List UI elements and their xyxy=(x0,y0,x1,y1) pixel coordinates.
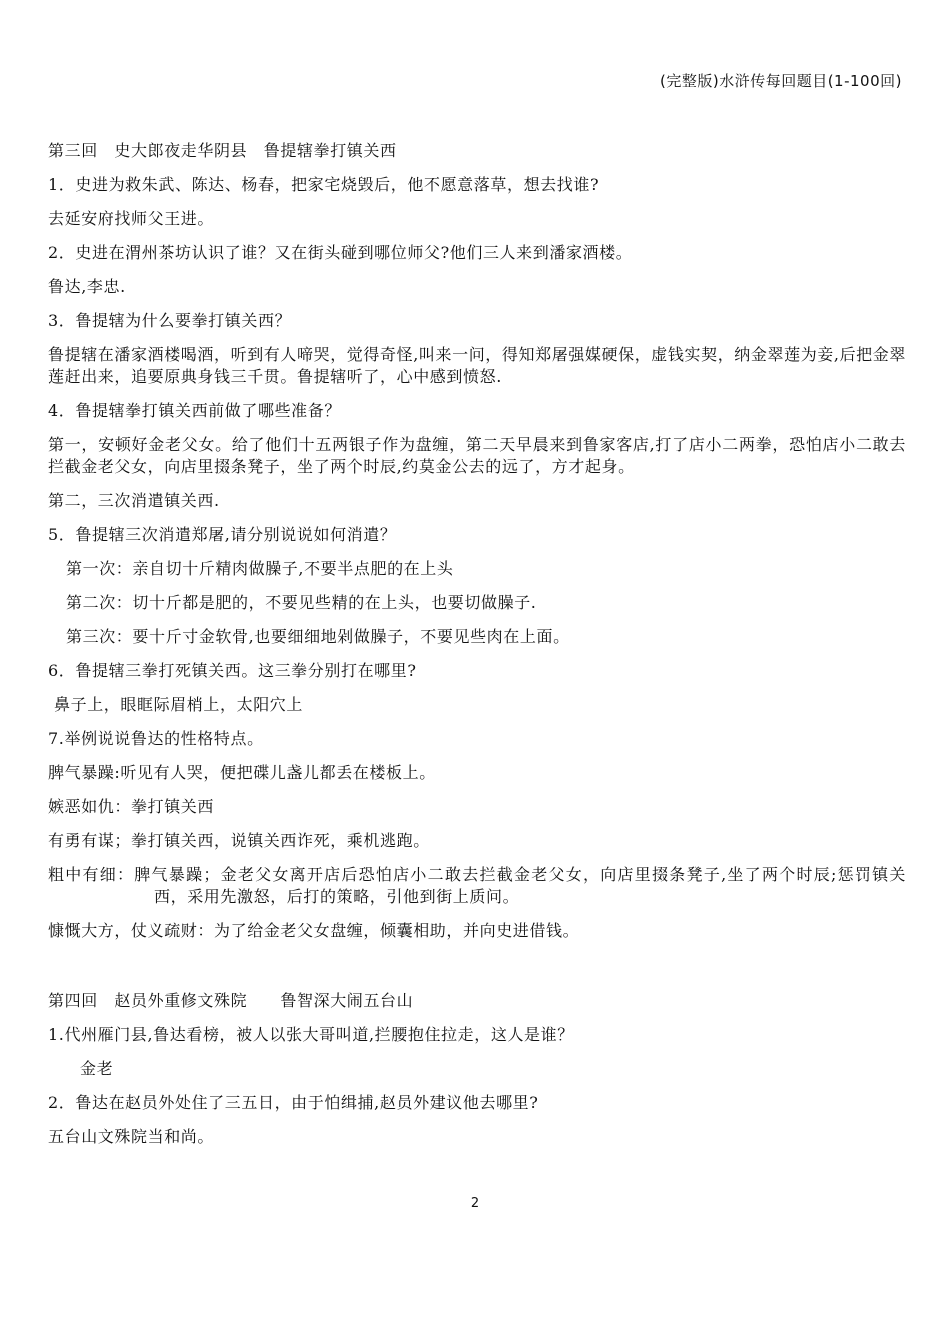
ch4-question-1: 1.代州雁门县,鲁达看榜，被人以张大哥叫道,拦腰抱住拉走，这人是谁？ xyxy=(48,1025,574,1044)
trait-temper: 脾气暴躁:听见有人哭，便把碟儿盏儿都丢在楼板上。 xyxy=(48,763,436,782)
answer-5-third: 第三次：要十斤寸金软骨,也要细细地剁做臊子，不要见些肉在上面。 xyxy=(66,627,570,646)
question-1: 1．史进为救朱武、陈达、杨春，把家宅烧毁后，他不愿意落草，想去找谁? xyxy=(48,175,600,194)
answer-4-part-1: 第一，安顿好金老父女。给了他们十五两银子作为盘缠，第二天早晨来到鲁家客店,打了店小二两拳，恐怕店小二敢去拦截金老父女，向店里掇条凳子，坐了两个时辰,约莫金公去的远了，方才起身。 xyxy=(48,435,906,476)
page-number: 2 xyxy=(470,1196,480,1211)
answer-2: 鲁达,李忠. xyxy=(48,277,126,296)
document-body xyxy=(48,140,906,1160)
question-3: 3．鲁提辖为什么要拳打镇关西？ xyxy=(48,311,292,330)
answer-5-first: 第一次：亲自切十斤精肉做臊子,不要半点肥的在上头 xyxy=(66,559,454,578)
section-gap xyxy=(48,954,906,990)
ch4-question-2: 2．鲁达在赵员外处住了三五日，由于怕缉捕,赵员外建议他去哪里? xyxy=(48,1093,539,1112)
question-7: 7.举例说说鲁达的性格特点。 xyxy=(48,729,264,748)
answer-1: 去延安府找师父王进。 xyxy=(48,209,215,228)
answer-6: 鼻子上，眼眶际眉梢上，太阳穴上 xyxy=(54,695,304,714)
chapter-heading-4: 第四回 赵员外重修文殊院 鲁智深大闹五台山 xyxy=(48,991,414,1010)
chapter-heading-3: 第三回 史大郎夜走华阴县 鲁提辖拳打镇关西 xyxy=(48,141,397,160)
ch4-answer-1: 金老 xyxy=(80,1059,114,1078)
question-4: 4．鲁提辖拳打镇关西前做了哪些准备？ xyxy=(48,401,341,420)
answer-5-second: 第二次：切十斤都是肥的，不要见些精的在上头，也要切做臊子. xyxy=(66,593,537,612)
question-5: 5．鲁提辖三次消遣郑屠,请分别说说如何消遣？ xyxy=(48,525,397,544)
trait-brave-wise: 有勇有谋；拳打镇关西，说镇关西诈死，乘机逃跑。 xyxy=(48,831,430,850)
ch4-answer-2: 五台山文殊院当和尚。 xyxy=(48,1127,215,1146)
trait-careful: 粗中有细：脾气暴躁；金老父女离开店后恐怕店小二敢去拦截金老父女，向店里掇条凳子,坐了两个时辰;惩罚镇关西，采用先激怒，后打的策略，引他到街上质问。 xyxy=(48,865,906,906)
document-header: (完整版)水浒传每回题目(1-100回) xyxy=(660,72,902,90)
question-6: 6．鲁提辖三拳打死镇关西。这三拳分别打在哪里? xyxy=(48,661,417,680)
question-2: 2．史进在渭州茶坊认识了谁？又在街头碰到哪位师父?他们三人来到潘家酒楼。 xyxy=(48,243,633,262)
answer-3: 鲁提辖在潘家酒楼喝酒，听到有人啼哭，觉得奇怪,叫来一问，得知郑屠强媒硬保，虚钱实契，纳金翠莲为妾,后把金翠莲赶出来，追要原典身钱三千贯。鲁提辖听了，心中感到愤怒. xyxy=(48,345,906,386)
trait-generous: 慷慨大方，仗义疏财：为了给金老父女盘缠，倾囊相助，并向史进借钱。 xyxy=(48,921,580,940)
answer-4-part-2: 第二，三次消遣镇关西. xyxy=(48,491,220,510)
trait-justice: 嫉恶如仇：拳打镇关西 xyxy=(48,797,215,816)
